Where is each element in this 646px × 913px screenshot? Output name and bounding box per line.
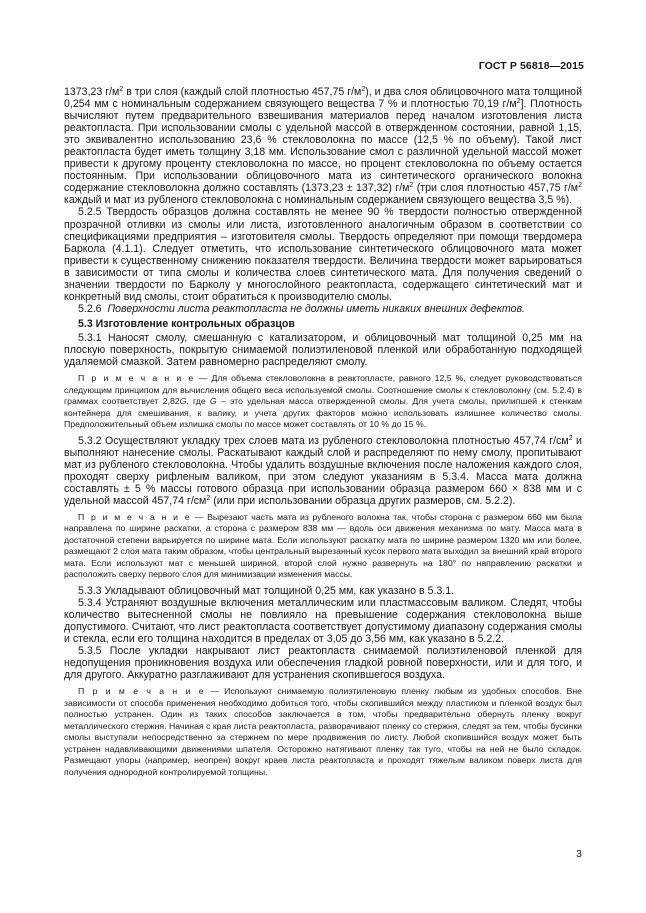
page-number: 3	[576, 848, 582, 860]
note-2: П р и м е ч а н и е — Вырезают часть мата из рубленого волокна так, чтобы сторона с размером 660 мм была направлена по ширине раскатки, а сторона с размером 838 мм — вдоль оси движения механизма по мату. Масса мата в достаточной степени варьируется по ширине мата. Если используют раскатку мата по ширине размером 1320 мм или более, размещают 2 слоя мата таким образом, чтобы центральный вырезанный кусок первого мата выходил за внешний край второго мата. Если используют мат с меньшей шириной, второй слой нужно развернуть на 180° по направлению раскатки и расположить сверху первого слоя для минимизации изменения массы.	[64, 511, 582, 580]
section-heading-5-3: 5.3 Изготовление контрольных образцов	[78, 317, 295, 330]
paragraph-5-3-1: 5.3.1 Наносят смолу, смешанную с катализатором, и облицовочный мат толщиной 0,25 мм на плоскую поверхность, покрытую снимаемой полиэтиленовой пленкой или обработанную подходящей удаляемой смазкой. Затем равномерно распределяют смолу.	[64, 331, 582, 369]
paragraph-5-2-6: 5.2.6 Поверхности листа реактопласта не должны иметь никаких внешних дефектов.	[78, 302, 525, 315]
note-1: П р и м е ч а н и е — Для объема стекловолокна в реактопласте, равного 12,5 %, следует руководствоваться следующим принципом для вычисления общего веса используемой смолы. Соотношение смолы к стекловолокну (см. 5.2.4) в граммах соответствует 2,82G, где G – это удельная масса отвержденной смолы. Для учета смолы, прилипшей к стенкам контейнера для смешивания, к валику, и учета других факторов можно использовать излишнее количество смолы. Предположительный объем излишка смолы по массе может составлять от 10 % до 15 %.	[64, 373, 582, 430]
standard-header: ГОСТ Р 56818—2015	[478, 60, 584, 72]
paragraph-5-3-4: 5.3.4 Устраняют воздушные включения металлическим или пластмассовым валиком. Следят, чтобы количество вытесненной смолы не повлияло на превышение содержания стекловолокна выше допустимого. Считают, что лист реактопласта соответствует допустимому диапазону содержания смолы и стекла, если его толщина находится в пределах от 3,05 до 3,56 мм, как указано в 5.2.2.	[64, 596, 582, 646]
paragraph-5-3-2: 5.3.2 Осуществляют укладку трех слоев мата из рубленого стекловолокна плотностью 457,74 $г/см^2$ и выполняют нанесение смолы. Раскатывают каждый слой и распределяют по нему смолу, пропитывают мат из рубленого стекловолокна. Чтобы удалить воздушные включения после наложения каждого слоя, проходят сверху рифленым валиком, при этом следуют указаниям в 5.3.4. Масса мата должна составлять ± 5 % массы готового образца при использовании образца размером 660 × 838 мм и с удельной массой 457,74 $г/см^2$ (или при использовании образца других размеров, см. 5.2.2).	[64, 434, 582, 507]
document-body	[64, 86, 582, 778]
paragraph-5-2-5: 5.2.5 Твердость образцов должна составлять не менее 90 % твердости полностью отвержденной прозрачной отливки из смолы или листа, изготовленного аналогичным образом в соответствии со спецификациями предприятия – изготовителя смолы. Твердость определяют при помощи твердомера Баркола (4.1.1). Следует отметить, что использование синтетического облицовочного мата может привести к существенному снижению показателя твердости. Величина твердости может варьироваться в зависимости от типа смолы и количества слоев синтетического мата. Для получения сведений о значении твердости по Барколу у многослойного реактопласта, содержащего синтетический мат и конкретный вид смолы, стоит обратиться к производителю смолы.	[64, 206, 582, 303]
paragraph-5-3-5: 5.3.5 После укладки накрывают лист реактопласта снимаемой полиэтиленовой пленкой для недопущения проникновения воздуха или обеспечения гладкой ровной поверхности, или и для того, и для другого. Аккуратно разглаживают для устранения скопившегося воздуха.	[64, 645, 582, 682]
note-3: П р и м е ч а н и е — Используют снимаемую полиэтиленовую пленку любым из удобных способов. Вне зависимости от способа применения необходимо добиться того, чтобы скопившийся между пластиком и пленкой воздух был полностью устранен. Один из таких способов заключается в том, чтобы предварительно обернуть пленку вокруг металлического стержня. Начиная с края листа реактопласта, разворачивают пленку со стержня, следят за тем, чтобы бусинки смолы выступали непосредственно за стержнем по мере продвижения по листу. Любой скопившийся воздух может быть устранен надавливающими движениями шпателя. Осторожно натягивают пленку так туго, чтобы на ней не было складок. Размещают упоры (например, неопрен) вокруг краев листа реактопласта и проходят тяжелым валиком поверх листа для получения однородной контролируемой толщины.	[64, 686, 582, 777]
paragraph-intro: 1373,23 $г/м^2$ в три слоя (каждый слой плотностью 457,75 $г/м^2$), и два слоя облицовочного мата толщиной 0,254 мм с номинальным содержанием связующего вещества 7 % и плотностью 70,19 $г/м^2$]. Плотность вычисляют путем предварительного взвешивания материалов перед началом изготовления листа реактопласта. При использовании смолы с удельной массой в отвержденном состоянии, равной 1,15, это эквивалентно использованию 23,6 % стекловолокна по массе (12,5 % по объему). Такой лист реактопласта будет иметь толщину 3,18 мм. Использование смол с различной удельной массой может привести к другому проценту стекловолокна по массе, но процент стекловолокна по объему остается постоянным. При использовании облицовочного мата из синтетического органического волокна содержание стекловолокна должно составлять (1373,23 ± 137,32) $г/м^2$ (три слоя плотностью 457,75 $г/м^2$ каждый и мат из рубленого стекловолокна с номинальным содержанием связующего вещества 3,5 %).	[64, 86, 582, 207]
paragraph-5-3-3: 5.3.3 Укладывают облицовочный мат толщиной 0,25 мм, как указано в 5.3.1.	[78, 584, 455, 597]
